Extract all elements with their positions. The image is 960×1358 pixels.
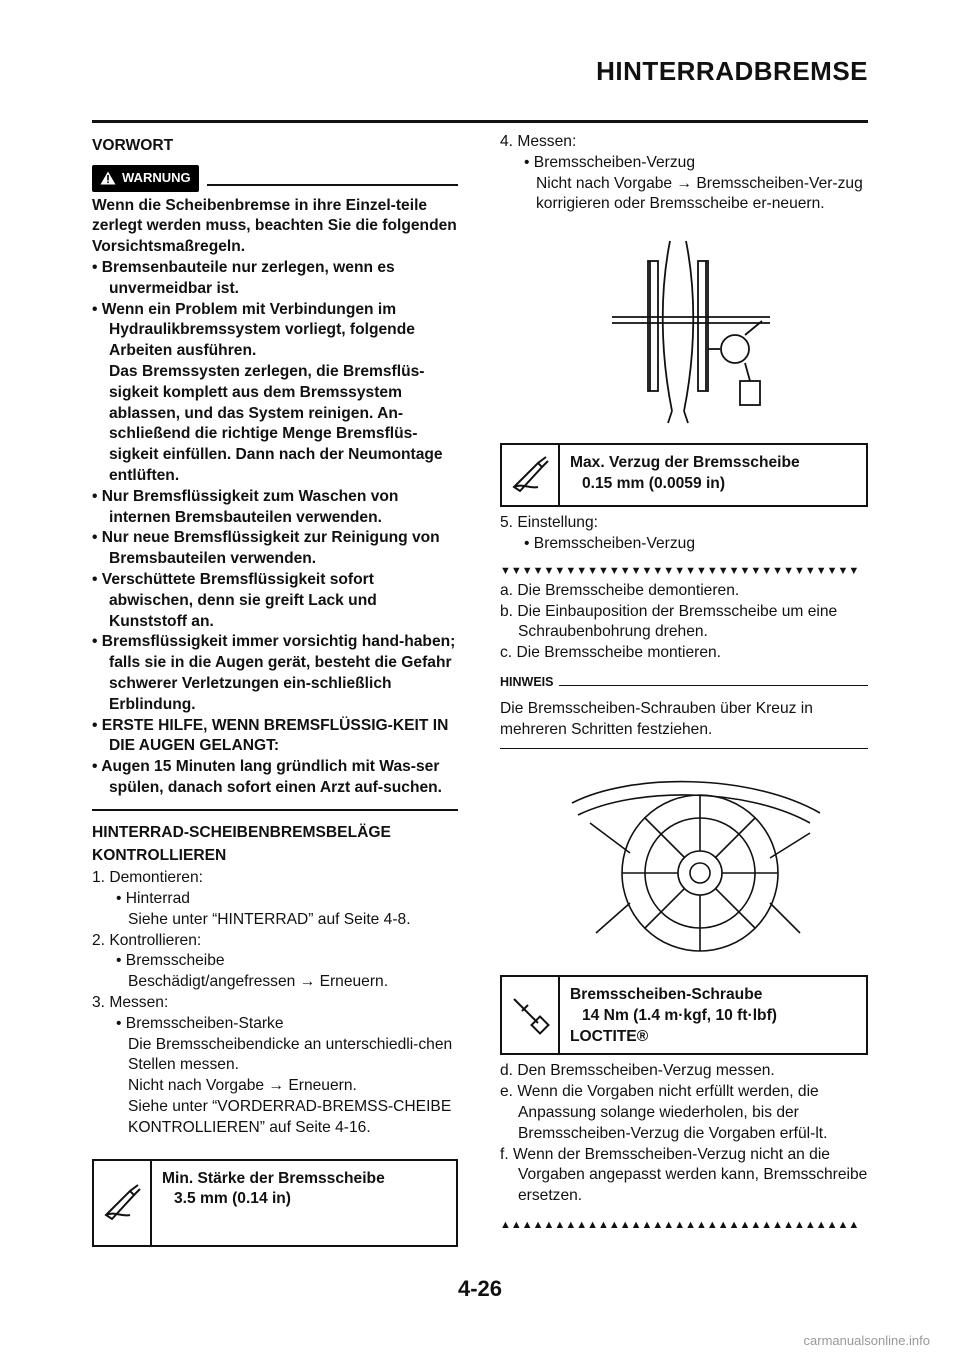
spec-value: 14 Nm (1.4 m·kgf, 10 ft·lbf)	[582, 1007, 777, 1025]
procedure-end-marker: ▲▲▲▲▲▲▲▲▲▲▲▲▲▲▲▲▲▲▲▲▲▲▲▲▲▲▲▲▲▲▲▲▲	[500, 1218, 860, 1231]
step-3: 3. Messen:	[92, 994, 169, 1012]
section-title-vorwort: VORWORT	[92, 137, 174, 154]
warning-block	[92, 196, 458, 799]
page-title: HINTERRADBREMSE	[596, 56, 868, 86]
left-column	[92, 132, 458, 1253]
warning-item: • Nur neue Bremsflüssigkeit zur Reinigung von Bremsbauteilen verwenden.	[92, 529, 440, 568]
warning-item: • Bremsflüssigkeit immer vorsichtig hand-haben; falls sie in die Augen gerät, besteht die Gefahr schwerer Verletzungen ein-schließlich Erblindung.	[92, 633, 456, 713]
warning-item: • Augen 15 Minuten lang gründlich mit Was-ser spülen, danach sofort einen Arzt auf-suchen.	[92, 758, 442, 796]
step-1-bullet: • Hinterrad	[116, 890, 190, 908]
caliper-icon	[94, 1161, 152, 1245]
step-3-text: Siehe unter “VORDERRAD-BREMSS-CHEIBE KONTROLLIEREN” auf Seite 4-16.	[128, 1098, 452, 1136]
step-2: 2. Kontrollieren:	[92, 931, 202, 949]
step-3-bullet: • Bremsscheiben-Starke	[116, 1014, 284, 1032]
substep-a: a. Die Bremsscheibe demontieren.	[500, 581, 740, 599]
warning-rule	[207, 184, 458, 186]
warning-badge	[92, 165, 199, 192]
step-4-text: Nicht nach Vorgabe → Bremsscheiben-Ver-zug korrigieren oder Bremsscheibe er-neuern.	[536, 174, 863, 213]
spec-box-max-runout	[500, 443, 868, 507]
caliper-icon	[502, 445, 560, 505]
warning-item: • Nur Bremsflüssigkeit zum Waschen von internen Bremsbauteilen verwenden.	[92, 487, 399, 526]
spec-label: Bremsscheiben-Schraube	[570, 986, 763, 1004]
step-2-bullet: • Bremsscheibe	[116, 952, 225, 970]
spec-box-min-thickness	[92, 1159, 458, 1247]
step-3-text: Die Bremsscheibendicke an unterschiedli-chen Stellen messen.	[128, 1035, 453, 1074]
warning-item: • ERSTE HILFE, WENN BREMSFLÜSSIG-KEIT IN DIE AUGEN GELANGT:	[92, 716, 449, 755]
step-1-text: Siehe unter “HINTERRAD” auf Seite 4-8.	[128, 910, 411, 928]
spec-label: Max. Verzug der Bremsscheibe	[570, 454, 800, 472]
substep-b: b. Die Einbauposition der Bremsscheibe um eine Schraubenbohrung drehen.	[500, 602, 838, 641]
header-rule	[92, 120, 868, 123]
torque-wrench-icon	[502, 977, 560, 1053]
warning-item: • Bremsenbauteile nur zerlegen, wenn es unvermeidbar ist.	[92, 258, 395, 297]
right-column	[500, 132, 868, 1235]
step-3-text: Nicht nach Vorgabe → Erneuern.	[128, 1077, 357, 1095]
section-title-check-2: KONTROLLIEREN	[92, 846, 227, 864]
step-4: 4. Messen:	[500, 133, 577, 150]
spec-value: 3.5 mm (0.14 in)	[174, 1190, 291, 1208]
warning-label: WARNUNG	[122, 169, 191, 185]
step-5-bullet: • Bremsscheiben-Verzug	[524, 534, 696, 552]
substep-e: e. Wenn die Vorgaben nicht erfüllt werden, die Anpassung solange wiederholen, bis der Bremsscheiben-Verzug die Vorgaben erfül-lt.	[500, 1083, 828, 1142]
spec-label: Min. Stärke der Bremsscheibe	[162, 1169, 385, 1187]
step-1: 1. Demontieren:	[92, 869, 203, 887]
substep-f: f. Wenn der Bremsscheiben-Verzug nicht an die Vorgaben angepasst werden kann, Bremsschreibe ersetzen.	[500, 1145, 868, 1205]
page-number: 4-26	[457, 1276, 503, 1301]
warning-icon	[100, 171, 116, 185]
brake-disc-illustration	[500, 763, 868, 963]
note-label: HINWEIS	[500, 674, 554, 689]
step-2-text: Beschädigt/angefressen → Erneuern.	[128, 973, 389, 991]
spec-value: 0.15 mm (0.0059 in)	[582, 474, 726, 492]
step-4-bullet: • Bremsscheiben-Verzug	[524, 153, 696, 171]
section-title-check-1: HINTERRAD-SCHEIBENBREMSBELÄGE	[92, 823, 391, 841]
note-header	[500, 672, 868, 693]
procedure-start-marker: ▼▼▼▼▼▼▼▼▼▼▼▼▼▼▼▼▼▼▼▼▼▼▼▼▼▼▼▼▼▼▼▼▼	[500, 564, 860, 577]
substep-d: d. Den Bremsscheiben-Verzug messen.	[500, 1062, 775, 1080]
watermark: carmanualsonline.info	[803, 1333, 930, 1348]
note-rule	[559, 685, 868, 686]
note-text: Die Bremsscheiben-Schrauben über Kreuz in mehreren Schritten festziehen.	[500, 699, 813, 738]
spec-box-bolt-torque	[500, 975, 868, 1055]
warning-item: • Verschüttete Bremsflüssigkeit sofort abwischen, denn sie greift Lack und Kunststoff an.	[92, 570, 377, 630]
warning-header	[92, 165, 458, 192]
warning-item: Das Bremssysten zerlegen, die Bremsflüs-sigkeit komplett aus dem Bremssystem ablassen, und das System reinigen. An-schließend die richtige Menge Bremsflüs-sigkeit einfüllen. Dann nach der Neumontage entlüften.	[109, 362, 443, 484]
note-end-rule	[500, 748, 868, 749]
substep-c: c. Die Bremsscheibe montieren.	[500, 644, 722, 662]
spec-extra: LOCTITE®	[570, 1027, 649, 1045]
disc-runout-illustration	[500, 231, 868, 431]
step-5: 5. Einstellung:	[500, 514, 598, 532]
warning-end-rule	[92, 809, 458, 811]
warning-item: • Wenn ein Problem mit Verbindungen im Hydraulikbremssystem vorliegt, folgende Arbeiten ausführen.	[92, 300, 415, 360]
warning-intro: Wenn die Scheibenbremse in ihre Einzel-teile zerlegt werden muss, beachten Sie die folgenden Vorsichtsmaßregeln.	[92, 196, 457, 256]
